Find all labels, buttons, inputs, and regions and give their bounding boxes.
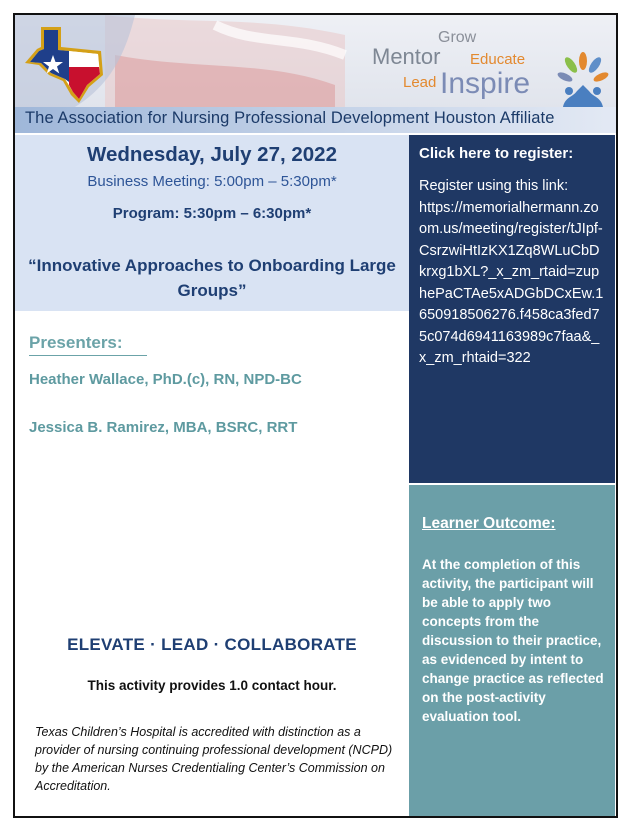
affiliate-caption: The Association for Nursing Professional Development Houston Affiliate	[25, 109, 555, 127]
header-banner	[15, 15, 616, 133]
people-tree-logo-icon	[557, 51, 609, 109]
register-label: Register using this link:	[419, 178, 569, 194]
register-heading[interactable]: Click here to register:	[419, 145, 574, 162]
motto-educate: Educate	[470, 51, 526, 68]
texas-flag-map-icon	[23, 25, 109, 105]
grow-mentor-educate-lead-inspire-logo	[370, 29, 550, 109]
tagline: ELEVATE · LEAD · COLLABORATE	[67, 635, 357, 654]
flyer	[13, 13, 618, 818]
learner-outcome-panel	[409, 485, 615, 816]
registration-link[interactable]: https://memorialhermann.zoom.us/meeting/register/tJIpf-CsrzwiHtIzKX1Zq8WLuCbDkrxg1bXL?_x_zm_rtaid=zuphePaCTAe5xADGbDCxEw.1650918506276.f458ca3fed75c074d6941163989c7faa&_x_zm_rhtaid=322	[419, 199, 604, 366]
learner-outcome-text: At the completion of this activity, the participant will be able to apply two concepts from the discussion to their practice, as evidenced by intent to change practice as reflected on the post-activity evaluation tool.	[422, 557, 604, 724]
accreditation-statement: Texas Children’s Hospital is accredited with distinction as a provider of nursing continuing professional development (NCPD) by the American Nurses Credentialing Center’s Commission on Accreditation.	[35, 725, 393, 793]
contact-hours: This activity provides 1.0 contact hour.	[87, 678, 337, 693]
motto-mentor: Mentor	[372, 44, 441, 69]
event-date: Wednesday, July 27, 2022	[87, 143, 337, 166]
business-meeting-time: Business Meeting: 5:00pm – 5:30pm*	[87, 173, 337, 190]
event-details-panel	[15, 135, 409, 311]
registration-panel	[409, 135, 615, 483]
motto-grow: Grow	[438, 29, 477, 46]
learner-outcome-heading: Learner Outcome:	[422, 515, 556, 532]
presenter-name: Heather Wallace, PhD.(c), RN, NPD-BC	[29, 371, 302, 388]
program-title: “Innovative Approaches to Onboarding Large Groups”	[28, 256, 396, 300]
presenters-heading: Presenters:	[29, 333, 147, 356]
motto-lead: Lead	[403, 74, 437, 91]
presenter-name: Jessica B. Ramirez, MBA, BSRC, RRT	[29, 419, 298, 436]
motto-inspire: Inspire	[440, 67, 531, 100]
program-time: Program: 5:30pm – 6:30pm*	[112, 205, 312, 222]
